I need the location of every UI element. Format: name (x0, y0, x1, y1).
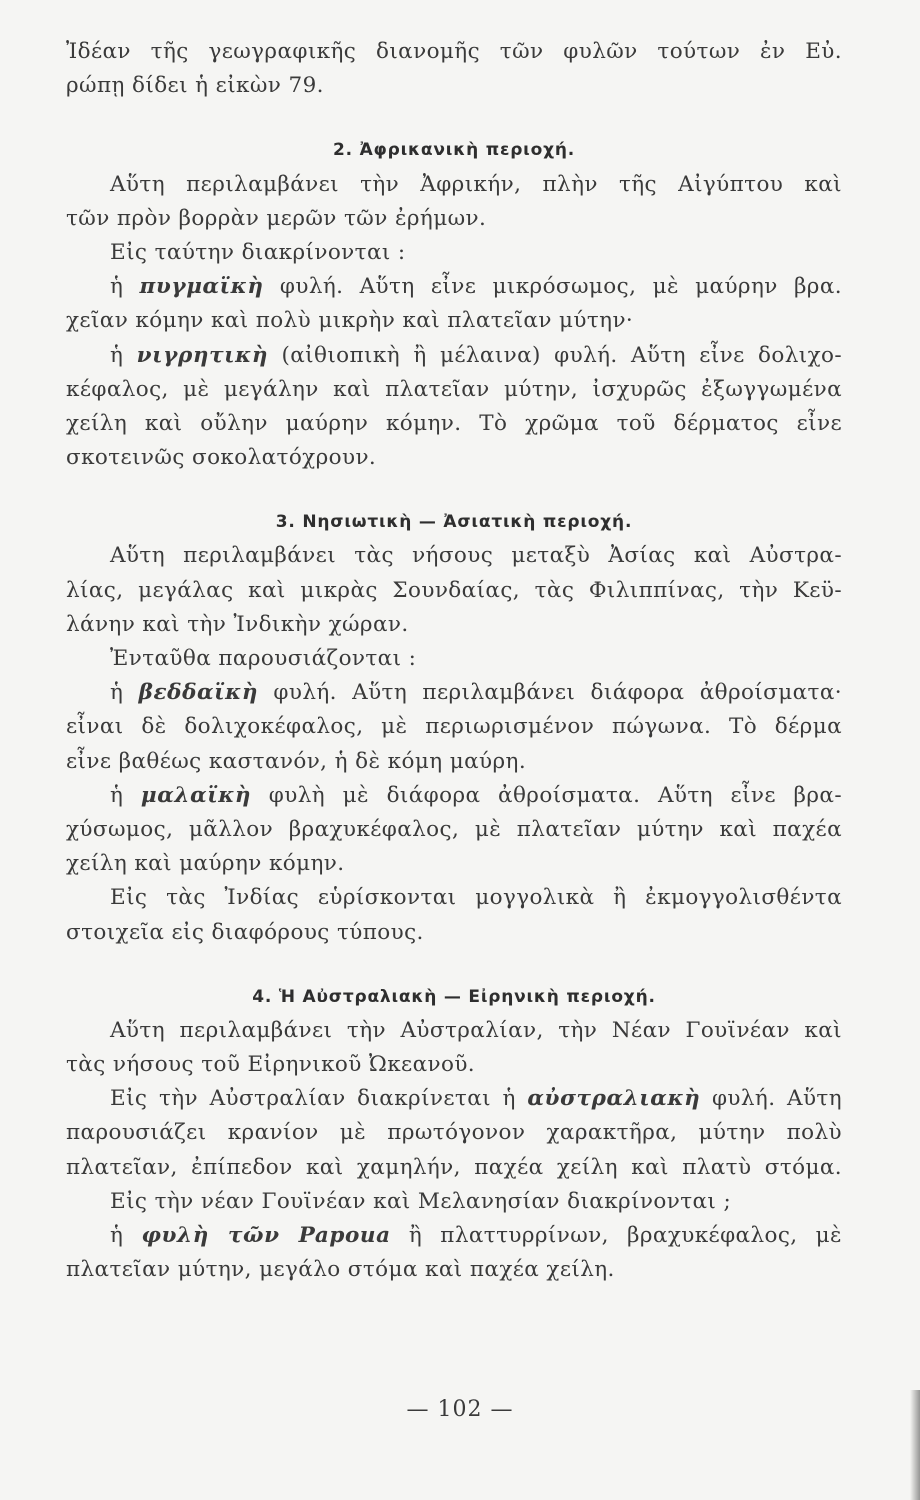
text-line: στοιχεῖα εἰς διαφόρους τύπους. (66, 919, 424, 945)
text-line: χείλη καὶ μαύρην κόμην. (66, 851, 345, 877)
text-line: λάνην καὶ τὴν Ἰνδικὴν χώραν. (66, 611, 409, 637)
text-fragment: φυλή. Αὕτη περιλαμβάνει διάφορα ἀθροίσματα· (258, 680, 842, 706)
text-line: τῶν πρὸν βορρὰν μερῶν τῶν ἐρήμων. (66, 205, 487, 231)
text-line (66, 676, 842, 710)
section-heading-australia-pacific: 4. Ἡ Αὐστραλιακὴ — Εἰρηνικὴ περιοχή. (252, 986, 656, 1007)
text-fragment: ἡ (110, 274, 140, 300)
section-heading-africa: 2. Ἀφρικανικὴ περιοχή. (332, 140, 576, 161)
text-fragment: (αἰθιοπικὴ ἢ μέλαινα) φυλή. Αὕτη εἶνε δολιχο- (268, 342, 843, 368)
page-text (66, 35, 842, 1287)
text-line: Εἰς τὰς Ἰνδίας εὑρίσκονται μογγολικὰ ἢ ἐκμογγολισθέντα (110, 885, 842, 911)
race-term-veddoid: βεδδαϊκὴ (138, 680, 259, 706)
text-fragment: ἡ (110, 1223, 142, 1248)
text-fragment: φυλή. Αὕτη εἶνε μικρόσωμος, μὲ μαύρην βρα. (263, 274, 842, 300)
text-line: Αὕτη περιλαμβάνει τὴν Αὐστραλίαν, τὴν Νέαν Γουϊνέαν καὶ (110, 1017, 842, 1043)
section-heading-island-asia: 3. Νησιωτικὴ — Ἀσιατικὴ περιοχή. (275, 512, 633, 533)
text-line: χείλη καὶ οὔλην μαύρην κόμην. Τὸ χρῶμα τοῦ δέρματος εἶνε (66, 410, 842, 436)
text-line: τὰς νήσους τοῦ Εἰρηνικοῦ Ὠκεανοῦ. (66, 1052, 476, 1078)
text-fragment: ἢ πλαττυρρίνων, βραχυκέφαλος, μὲ (390, 1223, 842, 1248)
text-line: παρουσιάζει κρανίον μὲ πρωτόγονον χαρακτῆρα, μύτην πολὺ (66, 1120, 842, 1146)
text-line (66, 270, 842, 304)
race-term-pygmy: πυγμαϊκὴ (139, 274, 264, 300)
text-line: χεῖαν κόμην καὶ πολὺ μικρὴν καὶ πλατεῖαν μύτην· (66, 308, 634, 334)
text-line (66, 1219, 842, 1253)
text-line: Αὕτη περιλαμβάνει τὰς νήσους μεταξὺ Ἀσίας καὶ Αὐστρα- (110, 543, 842, 569)
text-line (66, 1082, 842, 1116)
text-line: Ἐνταῦθα παρουσιάζονται : (110, 646, 417, 671)
text-line: λίας, μεγάλας καὶ μικρὰς Σουνδαίας, τὰς Φιλιππίνας, τὴν Κεϋ- (66, 577, 842, 603)
text-line: κέφαλος, μὲ μεγάλην καὶ πλατεῖαν μύτην, ἰσχυρῶς ἐξωγγωμένα (66, 376, 842, 402)
text-line (66, 339, 842, 373)
text-line: πλατεῖαν μύτην, μεγάλο στόμα καὶ παχέα χείλη. (66, 1257, 615, 1283)
text-line: εἶναι δὲ δολιχοκέφαλος, μὲ περιωρισμένον πώγωνα. Τὸ δέρμα (66, 714, 842, 740)
page-number: — 102 — (406, 1397, 514, 1422)
text-fragment: Εἰς τὴν Αὐστραλίαν διακρίνεται ἡ (110, 1086, 528, 1112)
text-line: Εἰς ταύτην διακρίνονται : (110, 239, 406, 265)
scan-edge-shadow (910, 1390, 920, 1500)
text-line (66, 779, 842, 813)
text-line: χύσωμος, μᾶλλον βραχυκέφαλος, μὲ πλατεῖαν μύτην καὶ παχέα (66, 816, 842, 842)
text-fragment: φυλή. Αὕτη (700, 1086, 842, 1112)
text-line: πλατεῖαν, ἐπίπεδον καὶ χαμηλήν, παχέα χείλη καὶ πλατὺ στόμα. (66, 1154, 842, 1180)
text-line: εἶνε βαθέως καστανόν, ἡ δὲ κόμη μαύρη. (66, 748, 527, 774)
race-term-papuan: φυλὴ τῶν Papoua (141, 1223, 391, 1248)
text-line: Αὕτη περιλαμβάνει τὴν Ἀφρικήν, πλὴν τῆς Αἰγύπτου καὶ (110, 171, 842, 197)
text-fragment: ἡ (110, 342, 137, 368)
text-line: Ἰδέαν τῆς γεωγραφικῆς διανομῆς τῶν φυλῶν τούτων ἐν Εὐ. (66, 39, 842, 64)
race-term-negroid: νιγρητικὴ (136, 342, 269, 368)
race-term-australoid: αὐστραλιακὴ (527, 1086, 701, 1112)
text-line: ρώπῃ δίδει ἡ εἰκὼν 79. (66, 73, 324, 99)
text-line: Εἰς τὴν νέαν Γουϊνέαν καὶ Μελανησίαν διακρίνονται ; (110, 1188, 732, 1214)
text-line: σκοτεινῶς σοκολατόχρουν. (66, 445, 377, 471)
race-term-malay: μαλαϊκὴ (140, 782, 252, 808)
text-fragment: ἡ (110, 782, 141, 808)
text-fragment: φυλὴ μὲ διάφορα ἀθροίσματα. Αὕτη εἶνε βρα- (251, 782, 843, 808)
text-fragment: ἡ (110, 680, 139, 706)
